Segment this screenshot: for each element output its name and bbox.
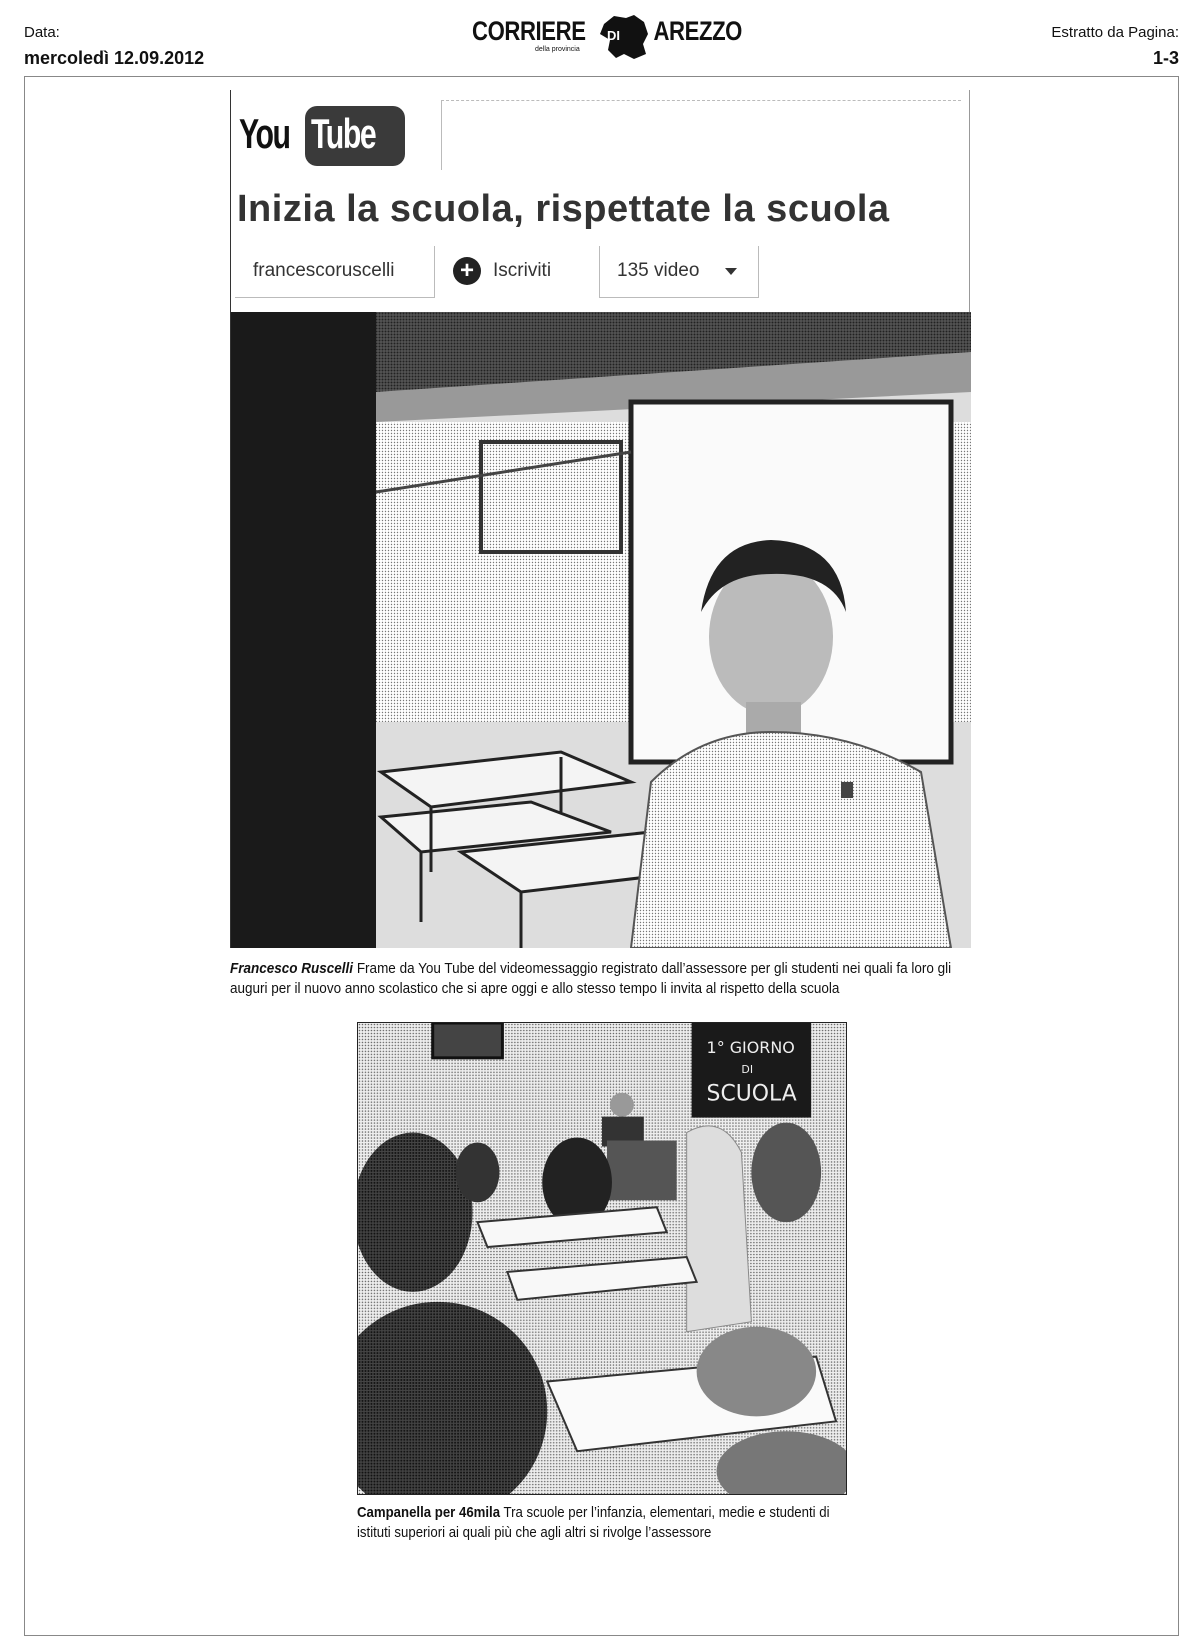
masthead-di: DI [607,28,620,43]
caption-classroom [357,1503,850,1543]
newspaper-masthead [472,14,742,60]
date-value: mercoledì 12.09.2012 [24,48,205,68]
board-text-1: 1° GIORNO [706,1037,795,1057]
masthead-arezzo: AREZZO [653,16,742,46]
caption-youtube-text: Frame da You Tube del videomessaggio registrato dall’assessore per gli studenti nei quali fa loro gli auguri per il nuovo anno scolastico che si apre oggi e allo stesso tempo li invita al rispetto della scuola [230,960,952,997]
youtube-logo [237,102,407,166]
channel-name: francescoruscelli [253,260,395,281]
caption-classroom-lead: Campanella per 46mila [357,1504,501,1521]
video-count: 135 video [617,260,700,281]
masthead-subtitle: della provincia [535,46,580,53]
subscribe-button: Iscriviti [493,260,552,281]
chevron-down-icon [725,268,737,275]
region-map-icon [596,14,652,60]
board-text-3: SCUOLA [706,1081,797,1107]
plus-icon: + [453,257,481,285]
caption-youtube [230,959,970,999]
date-label: Data: [24,24,60,41]
youtube-search-area [441,100,961,170]
video-title: Inizia la scuola, rispettate la scuola [237,188,890,230]
youtube-logo-you: You [239,110,290,157]
youtube-logo-tube: Tube [311,110,376,157]
caption-youtube-lead: Francesco Ruscelli [230,960,354,977]
video-frame-photo [231,312,971,948]
page-value: 1-3 [1152,48,1179,68]
classroom-photo [357,1022,847,1495]
board-text-2: DI [741,1062,754,1076]
page-label: Estratto da Pagina: [1051,24,1179,41]
channel-bar [235,246,960,306]
caption-classroom-text: Tra scuole per l’infanzia, elementari, medie e studenti di istituti superiori ai quali più che agli altri si rivolge l’assessore [357,1504,830,1541]
masthead-corriere: CORRIERE [472,16,586,46]
youtube-screenshot [230,90,970,948]
